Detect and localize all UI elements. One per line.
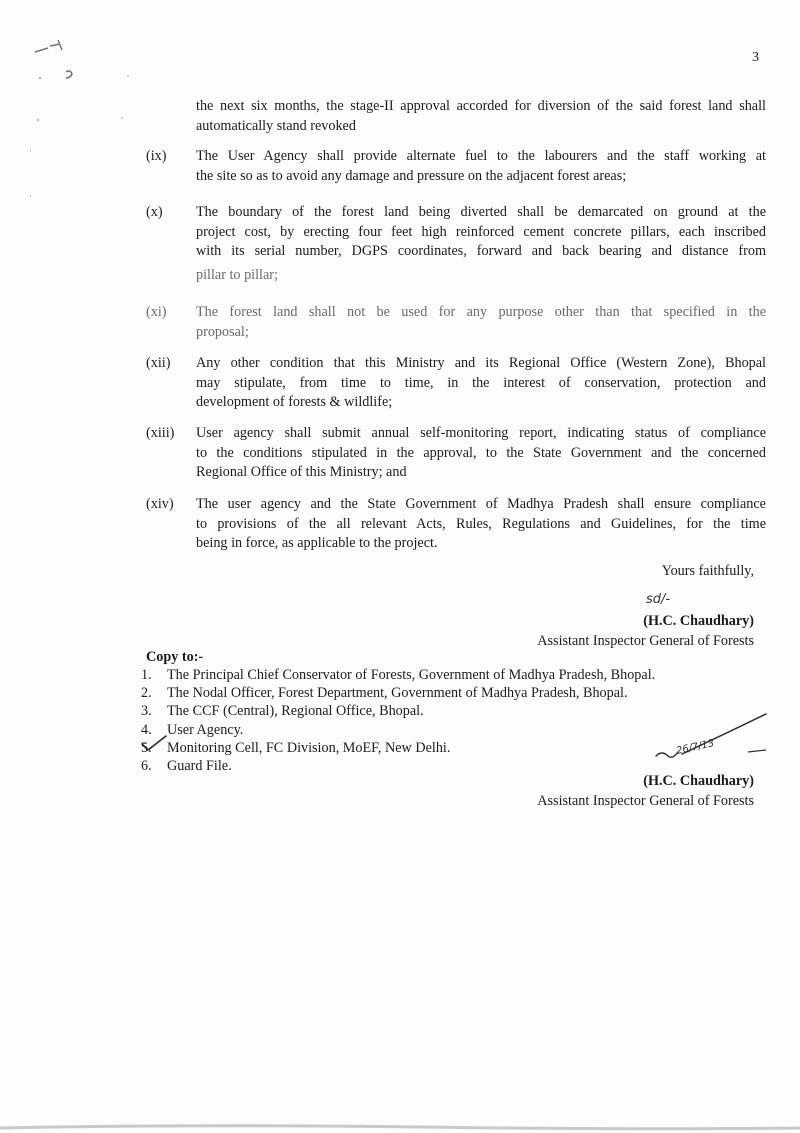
condition-number: (xiv) (146, 496, 174, 512)
condition-text (196, 495, 766, 554)
copy-to-list (141, 666, 655, 775)
condition-line: to provisions of the all relevant Acts, Rules, Regulations and Guidelines, for the time (196, 515, 766, 532)
condition-line: the site so as to avoid any damage and pressure on the adjacent forest areas; (196, 167, 627, 184)
condition-line: to the conditions stipulated in the approval, to the State Government and the concerned (196, 444, 766, 461)
copy-item (141, 739, 655, 757)
condition-number: (xi) (146, 304, 167, 320)
signature-mark: sd/- (646, 592, 671, 607)
copy-item-text: The Nodal Officer, Forest Department, Government of Madhya Pradesh, Bhopal. (167, 685, 628, 702)
copy-item-number: 3. (141, 703, 152, 720)
copy-item-number: 4. (141, 721, 152, 738)
condition-line: pillar to pillar; (196, 266, 278, 283)
page-number: 3 (752, 50, 759, 65)
closing-salutation: Yours faithfully, (661, 563, 754, 579)
copy-item-text: The CCF (Central), Regional Office, Bhopal. (167, 703, 424, 720)
scan-bottom-edge (0, 1116, 800, 1133)
copy-item (141, 702, 655, 720)
continued-paragraph: the next six months, the stage-II approval accorded for diversion of the said forest land shall automatically stand revoked (196, 98, 766, 134)
condition-text (196, 354, 766, 413)
condition-line: The user agency and the State Government of Madhya Pradesh shall ensure compliance (196, 496, 766, 512)
condition-line: development of forests & wildlife; (196, 394, 393, 410)
condition-number: (x) (146, 204, 163, 220)
condition-line: The boundary of the forest land being diverted shall be demarcated on ground at the (196, 204, 766, 220)
handwritten-tick-icon (140, 734, 170, 754)
condition-number: (xiii) (146, 425, 175, 441)
condition-line: project cost, by erecting four feet high reinforced cement concrete pillars, each inscribed (196, 223, 766, 240)
signature-block-copy (537, 772, 754, 811)
copy-item-number: 1. (141, 667, 152, 683)
condition-line: User agency shall submit annual self-monitoring report, indicating status of compliance (196, 425, 766, 441)
condition-number: (xii) (146, 355, 171, 371)
condition-text (196, 147, 766, 186)
condition-text (196, 203, 766, 285)
condition-text (196, 303, 766, 342)
copy-item (141, 721, 655, 739)
copy-item (141, 684, 655, 702)
signatory-name: (H.C. Chaudhary) (643, 773, 754, 789)
copy-item-text: The Principal Chief Conservator of Forests, Government of Madhya Pradesh, Bhopal. (167, 667, 656, 683)
copy-item-text: Monitoring Cell, FC Division, MoEF, New Delhi. (167, 739, 451, 756)
condition-line: may stipulate, from time to time, in the interest of conservation, protection and (196, 374, 766, 391)
condition-line: with its serial number, DGPS coordinates, forward and back bearing and distance from (196, 243, 766, 259)
copy-item (141, 666, 655, 684)
condition-line: proposal; (196, 323, 249, 340)
condition-line: The User Agency shall provide alternate fuel to the labourers and the staff working at (196, 148, 766, 164)
condition-line: Any other condition that this Ministry and its Regional Office (Western Zone), Bhopal (196, 355, 766, 371)
condition-line: Regional Office of this Ministry; and (196, 464, 407, 480)
signatory-name: (H.C. Chaudhary) (643, 613, 754, 629)
scan-edge-marks (30, 20, 140, 200)
signatory-designation: Assistant Inspector General of Forests (537, 632, 754, 649)
copy-item-text: Guard File. (167, 757, 232, 774)
signatory-designation: Assistant Inspector General of Forests (537, 792, 754, 809)
copy-item-text: User Agency. (167, 721, 244, 738)
copy-item-number: 5. (141, 739, 152, 756)
signature-block (537, 612, 754, 651)
copy-to-title: Copy to:- (146, 649, 204, 665)
condition-line: The forest land shall not be used for any purpose other than that specified in the (196, 304, 766, 320)
copy-item-number: 6. (141, 757, 152, 774)
condition-line: being in force, as applicable to the project. (196, 535, 438, 551)
copy-item-number: 2. (141, 685, 152, 702)
condition-text (196, 424, 766, 483)
handwritten-date: 26/7/13 (675, 738, 716, 757)
condition-number: (ix) (146, 148, 167, 164)
